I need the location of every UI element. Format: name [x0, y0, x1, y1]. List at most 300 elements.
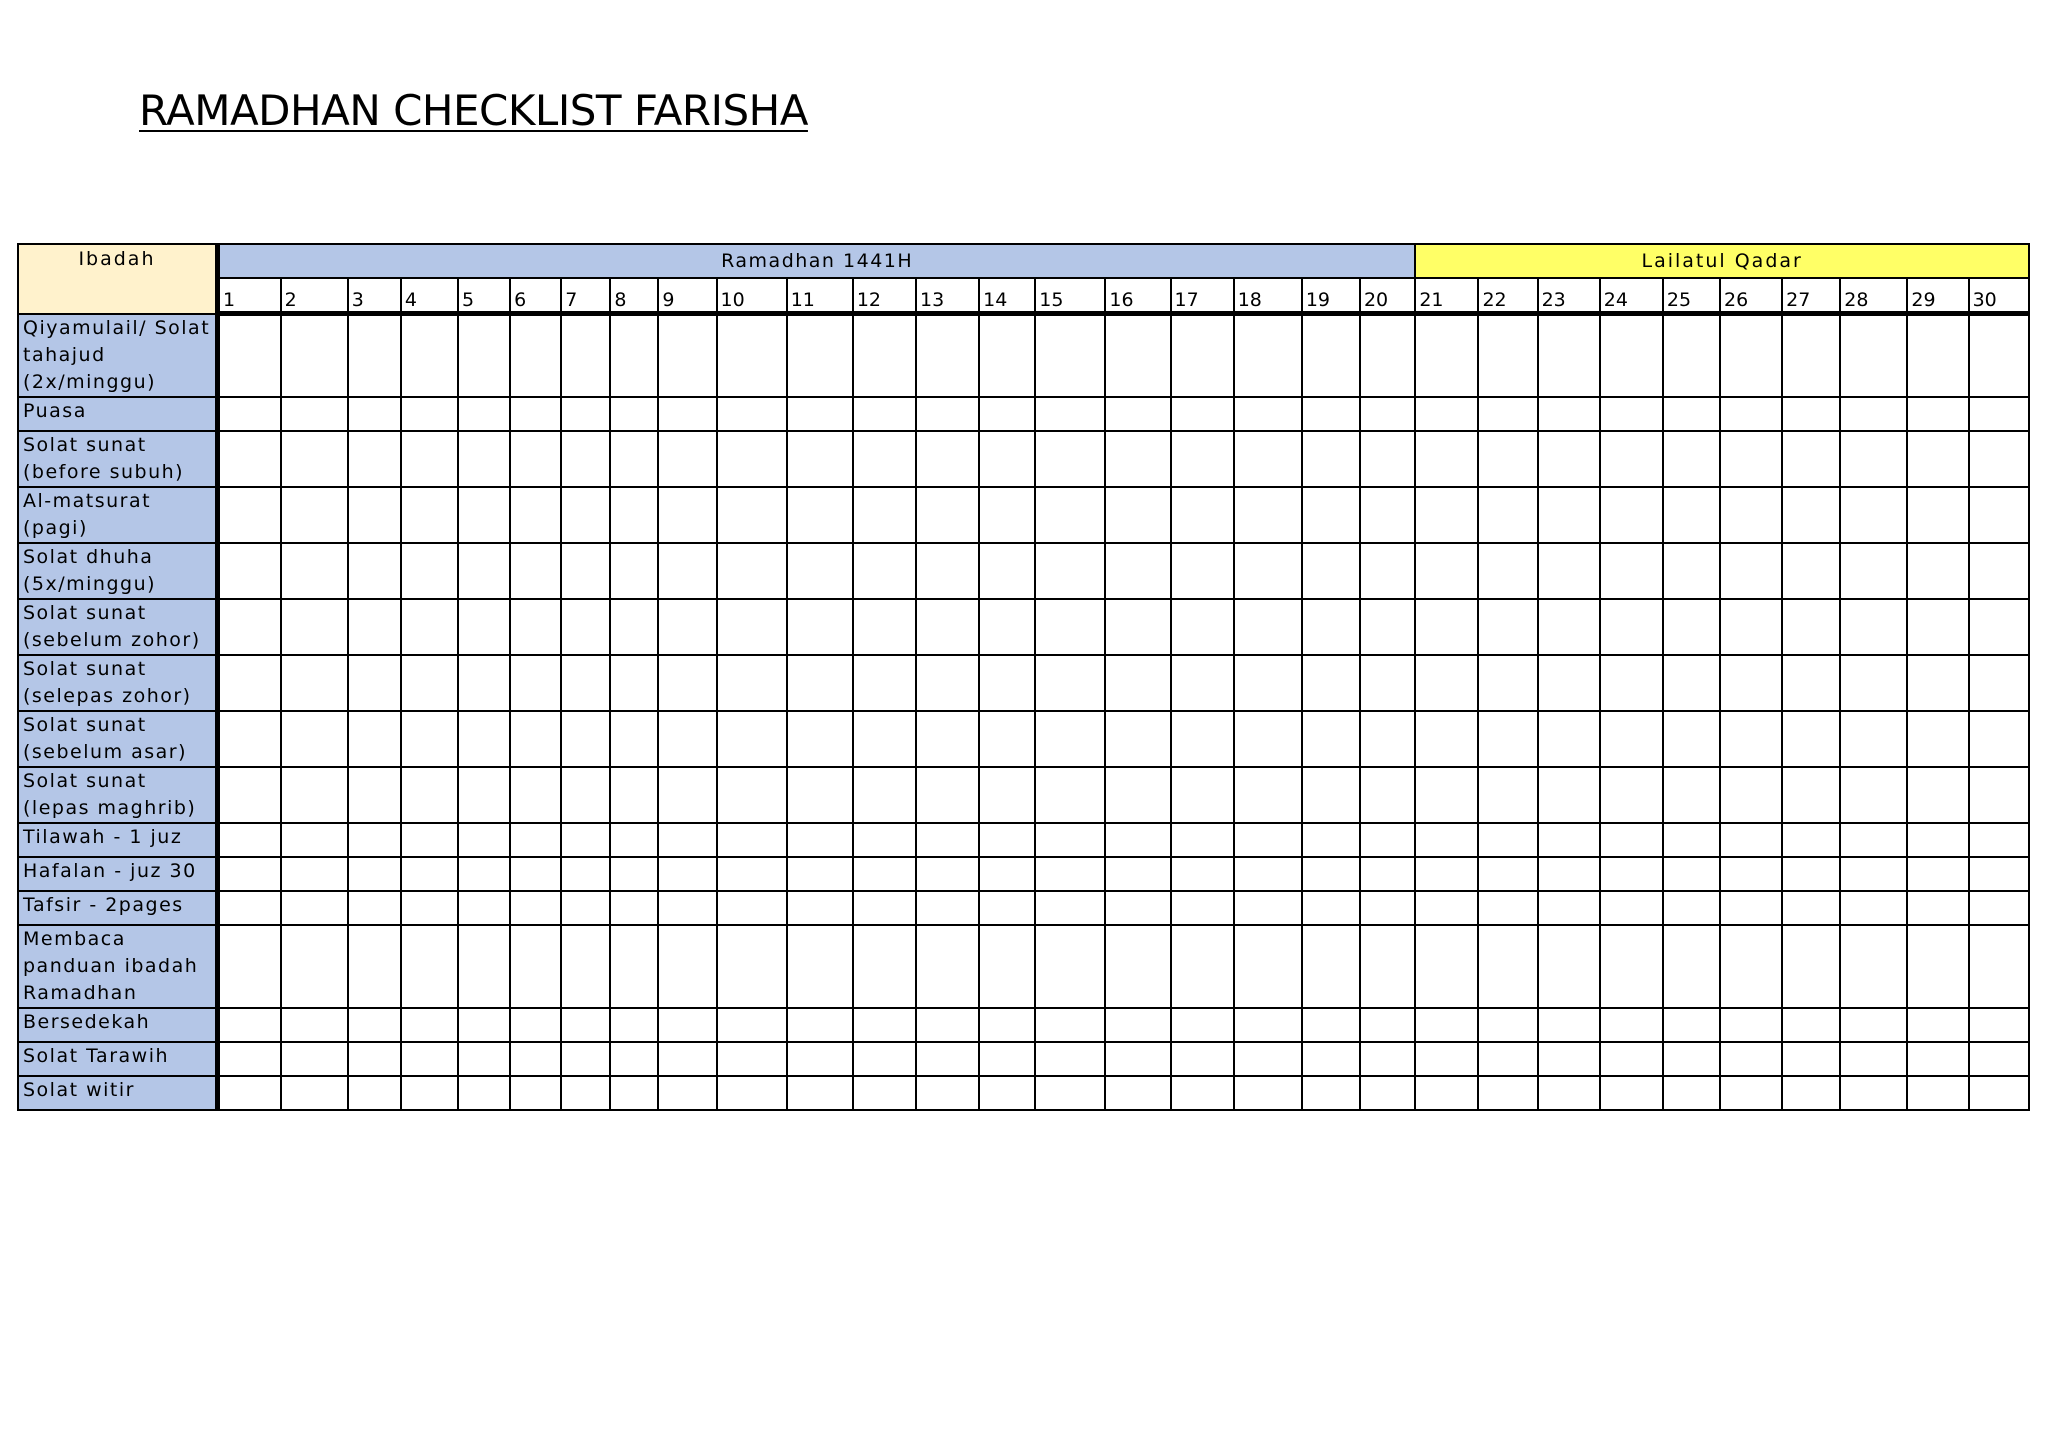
check-cell-day-10[interactable]	[717, 655, 787, 711]
check-cell-day-2[interactable]	[281, 543, 348, 599]
check-cell-day-29[interactable]	[1907, 599, 1968, 655]
check-cell-day-2[interactable]	[281, 599, 348, 655]
check-cell-day-22[interactable]	[1478, 857, 1537, 891]
check-cell-day-26[interactable]	[1720, 1042, 1782, 1076]
check-cell-day-13[interactable]	[916, 1042, 979, 1076]
check-cell-day-27[interactable]	[1782, 1008, 1840, 1042]
check-cell-day-6[interactable]	[510, 711, 561, 767]
check-cell-day-13[interactable]	[916, 431, 979, 487]
check-cell-day-18[interactable]	[1234, 431, 1302, 487]
check-cell-day-5[interactable]	[458, 543, 510, 599]
check-cell-day-21[interactable]	[1415, 1076, 1478, 1110]
check-cell-day-28[interactable]	[1840, 314, 1907, 397]
check-cell-day-29[interactable]	[1907, 314, 1968, 397]
check-cell-day-23[interactable]	[1538, 925, 1600, 1008]
check-cell-day-19[interactable]	[1302, 711, 1360, 767]
check-cell-day-18[interactable]	[1234, 1042, 1302, 1076]
check-cell-day-12[interactable]	[853, 823, 916, 857]
check-cell-day-8[interactable]	[610, 891, 658, 925]
check-cell-day-23[interactable]	[1538, 767, 1600, 823]
check-cell-day-16[interactable]	[1105, 925, 1170, 1008]
check-cell-day-30[interactable]	[1969, 599, 2029, 655]
check-cell-day-8[interactable]	[610, 1076, 658, 1110]
check-cell-day-2[interactable]	[281, 1076, 348, 1110]
check-cell-day-22[interactable]	[1478, 599, 1537, 655]
check-cell-day-10[interactable]	[717, 925, 787, 1008]
check-cell-day-28[interactable]	[1840, 431, 1907, 487]
check-cell-day-3[interactable]	[348, 1042, 401, 1076]
check-cell-day-8[interactable]	[610, 1008, 658, 1042]
check-cell-day-13[interactable]	[916, 1076, 979, 1110]
check-cell-day-24[interactable]	[1600, 1042, 1663, 1076]
check-cell-day-22[interactable]	[1478, 767, 1537, 823]
check-cell-day-29[interactable]	[1907, 891, 1968, 925]
check-cell-day-7[interactable]	[561, 823, 610, 857]
check-cell-day-19[interactable]	[1302, 857, 1360, 891]
check-cell-day-3[interactable]	[348, 655, 401, 711]
check-cell-day-17[interactable]	[1171, 487, 1234, 543]
check-cell-day-3[interactable]	[348, 599, 401, 655]
check-cell-day-21[interactable]	[1415, 891, 1478, 925]
check-cell-day-15[interactable]	[1035, 314, 1105, 397]
check-cell-day-21[interactable]	[1415, 1042, 1478, 1076]
check-cell-day-30[interactable]	[1969, 1008, 2029, 1042]
check-cell-day-1[interactable]	[217, 823, 280, 857]
check-cell-day-9[interactable]	[658, 1042, 716, 1076]
check-cell-day-12[interactable]	[853, 655, 916, 711]
check-cell-day-28[interactable]	[1840, 543, 1907, 599]
check-cell-day-25[interactable]	[1663, 431, 1720, 487]
check-cell-day-30[interactable]	[1969, 655, 2029, 711]
check-cell-day-17[interactable]	[1171, 891, 1234, 925]
check-cell-day-20[interactable]	[1360, 1042, 1415, 1076]
check-cell-day-30[interactable]	[1969, 397, 2029, 431]
check-cell-day-28[interactable]	[1840, 857, 1907, 891]
check-cell-day-8[interactable]	[610, 599, 658, 655]
check-cell-day-21[interactable]	[1415, 823, 1478, 857]
check-cell-day-11[interactable]	[787, 1008, 853, 1042]
check-cell-day-21[interactable]	[1415, 397, 1478, 431]
check-cell-day-5[interactable]	[458, 314, 510, 397]
check-cell-day-27[interactable]	[1782, 767, 1840, 823]
check-cell-day-7[interactable]	[561, 1008, 610, 1042]
check-cell-day-1[interactable]	[217, 543, 280, 599]
check-cell-day-23[interactable]	[1538, 711, 1600, 767]
check-cell-day-3[interactable]	[348, 1076, 401, 1110]
check-cell-day-16[interactable]	[1105, 397, 1170, 431]
check-cell-day-2[interactable]	[281, 857, 348, 891]
check-cell-day-23[interactable]	[1538, 543, 1600, 599]
check-cell-day-15[interactable]	[1035, 1076, 1105, 1110]
check-cell-day-4[interactable]	[401, 1076, 458, 1110]
check-cell-day-30[interactable]	[1969, 925, 2029, 1008]
check-cell-day-9[interactable]	[658, 1008, 716, 1042]
check-cell-day-10[interactable]	[717, 397, 787, 431]
check-cell-day-17[interactable]	[1171, 823, 1234, 857]
check-cell-day-17[interactable]	[1171, 1008, 1234, 1042]
check-cell-day-18[interactable]	[1234, 891, 1302, 925]
check-cell-day-11[interactable]	[787, 891, 853, 925]
check-cell-day-29[interactable]	[1907, 487, 1968, 543]
check-cell-day-7[interactable]	[561, 925, 610, 1008]
check-cell-day-18[interactable]	[1234, 1076, 1302, 1110]
check-cell-day-25[interactable]	[1663, 891, 1720, 925]
check-cell-day-6[interactable]	[510, 1042, 561, 1076]
check-cell-day-11[interactable]	[787, 711, 853, 767]
check-cell-day-29[interactable]	[1907, 397, 1968, 431]
check-cell-day-11[interactable]	[787, 925, 853, 1008]
check-cell-day-17[interactable]	[1171, 599, 1234, 655]
check-cell-day-13[interactable]	[916, 314, 979, 397]
check-cell-day-27[interactable]	[1782, 431, 1840, 487]
check-cell-day-17[interactable]	[1171, 1042, 1234, 1076]
check-cell-day-20[interactable]	[1360, 543, 1415, 599]
check-cell-day-3[interactable]	[348, 1008, 401, 1042]
check-cell-day-7[interactable]	[561, 431, 610, 487]
check-cell-day-22[interactable]	[1478, 314, 1537, 397]
check-cell-day-26[interactable]	[1720, 767, 1782, 823]
check-cell-day-1[interactable]	[217, 599, 280, 655]
check-cell-day-4[interactable]	[401, 925, 458, 1008]
check-cell-day-1[interactable]	[217, 711, 280, 767]
check-cell-day-9[interactable]	[658, 487, 716, 543]
check-cell-day-1[interactable]	[217, 857, 280, 891]
check-cell-day-22[interactable]	[1478, 823, 1537, 857]
check-cell-day-24[interactable]	[1600, 925, 1663, 1008]
check-cell-day-7[interactable]	[561, 314, 610, 397]
check-cell-day-30[interactable]	[1969, 487, 2029, 543]
check-cell-day-28[interactable]	[1840, 397, 1907, 431]
check-cell-day-9[interactable]	[658, 397, 716, 431]
check-cell-day-13[interactable]	[916, 891, 979, 925]
check-cell-day-14[interactable]	[979, 543, 1035, 599]
check-cell-day-4[interactable]	[401, 857, 458, 891]
check-cell-day-2[interactable]	[281, 487, 348, 543]
check-cell-day-8[interactable]	[610, 314, 658, 397]
check-cell-day-25[interactable]	[1663, 1076, 1720, 1110]
check-cell-day-23[interactable]	[1538, 1076, 1600, 1110]
check-cell-day-22[interactable]	[1478, 543, 1537, 599]
check-cell-day-8[interactable]	[610, 857, 658, 891]
check-cell-day-26[interactable]	[1720, 431, 1782, 487]
check-cell-day-10[interactable]	[717, 823, 787, 857]
check-cell-day-16[interactable]	[1105, 599, 1170, 655]
check-cell-day-28[interactable]	[1840, 599, 1907, 655]
check-cell-day-3[interactable]	[348, 397, 401, 431]
check-cell-day-19[interactable]	[1302, 891, 1360, 925]
check-cell-day-12[interactable]	[853, 925, 916, 1008]
check-cell-day-22[interactable]	[1478, 397, 1537, 431]
check-cell-day-13[interactable]	[916, 925, 979, 1008]
check-cell-day-17[interactable]	[1171, 1076, 1234, 1110]
check-cell-day-29[interactable]	[1907, 711, 1968, 767]
check-cell-day-4[interactable]	[401, 431, 458, 487]
check-cell-day-25[interactable]	[1663, 823, 1720, 857]
check-cell-day-7[interactable]	[561, 543, 610, 599]
check-cell-day-13[interactable]	[916, 857, 979, 891]
check-cell-day-8[interactable]	[610, 543, 658, 599]
check-cell-day-4[interactable]	[401, 397, 458, 431]
check-cell-day-12[interactable]	[853, 487, 916, 543]
check-cell-day-30[interactable]	[1969, 823, 2029, 857]
check-cell-day-15[interactable]	[1035, 1008, 1105, 1042]
check-cell-day-24[interactable]	[1600, 767, 1663, 823]
check-cell-day-1[interactable]	[217, 431, 280, 487]
check-cell-day-5[interactable]	[458, 857, 510, 891]
check-cell-day-23[interactable]	[1538, 1042, 1600, 1076]
check-cell-day-12[interactable]	[853, 1042, 916, 1076]
check-cell-day-24[interactable]	[1600, 1008, 1663, 1042]
check-cell-day-12[interactable]	[853, 599, 916, 655]
check-cell-day-30[interactable]	[1969, 891, 2029, 925]
check-cell-day-5[interactable]	[458, 599, 510, 655]
check-cell-day-17[interactable]	[1171, 857, 1234, 891]
check-cell-day-29[interactable]	[1907, 431, 1968, 487]
check-cell-day-13[interactable]	[916, 655, 979, 711]
check-cell-day-25[interactable]	[1663, 314, 1720, 397]
check-cell-day-23[interactable]	[1538, 655, 1600, 711]
check-cell-day-18[interactable]	[1234, 925, 1302, 1008]
check-cell-day-4[interactable]	[401, 655, 458, 711]
check-cell-day-11[interactable]	[787, 1076, 853, 1110]
check-cell-day-23[interactable]	[1538, 823, 1600, 857]
check-cell-day-17[interactable]	[1171, 925, 1234, 1008]
check-cell-day-22[interactable]	[1478, 431, 1537, 487]
check-cell-day-3[interactable]	[348, 891, 401, 925]
check-cell-day-25[interactable]	[1663, 397, 1720, 431]
check-cell-day-1[interactable]	[217, 314, 280, 397]
check-cell-day-26[interactable]	[1720, 1008, 1782, 1042]
check-cell-day-20[interactable]	[1360, 857, 1415, 891]
check-cell-day-29[interactable]	[1907, 767, 1968, 823]
check-cell-day-1[interactable]	[217, 487, 280, 543]
check-cell-day-18[interactable]	[1234, 397, 1302, 431]
check-cell-day-5[interactable]	[458, 767, 510, 823]
check-cell-day-21[interactable]	[1415, 711, 1478, 767]
check-cell-day-26[interactable]	[1720, 397, 1782, 431]
check-cell-day-16[interactable]	[1105, 1076, 1170, 1110]
check-cell-day-30[interactable]	[1969, 543, 2029, 599]
check-cell-day-21[interactable]	[1415, 599, 1478, 655]
check-cell-day-1[interactable]	[217, 767, 280, 823]
check-cell-day-18[interactable]	[1234, 543, 1302, 599]
check-cell-day-27[interactable]	[1782, 599, 1840, 655]
check-cell-day-24[interactable]	[1600, 857, 1663, 891]
check-cell-day-22[interactable]	[1478, 711, 1537, 767]
check-cell-day-24[interactable]	[1600, 655, 1663, 711]
check-cell-day-4[interactable]	[401, 1042, 458, 1076]
check-cell-day-25[interactable]	[1663, 1042, 1720, 1076]
check-cell-day-22[interactable]	[1478, 925, 1537, 1008]
check-cell-day-17[interactable]	[1171, 314, 1234, 397]
check-cell-day-21[interactable]	[1415, 655, 1478, 711]
check-cell-day-9[interactable]	[658, 1076, 716, 1110]
check-cell-day-14[interactable]	[979, 1076, 1035, 1110]
check-cell-day-8[interactable]	[610, 1042, 658, 1076]
check-cell-day-28[interactable]	[1840, 487, 1907, 543]
check-cell-day-30[interactable]	[1969, 431, 2029, 487]
check-cell-day-26[interactable]	[1720, 599, 1782, 655]
check-cell-day-4[interactable]	[401, 543, 458, 599]
check-cell-day-17[interactable]	[1171, 655, 1234, 711]
check-cell-day-9[interactable]	[658, 711, 716, 767]
check-cell-day-5[interactable]	[458, 487, 510, 543]
check-cell-day-15[interactable]	[1035, 925, 1105, 1008]
check-cell-day-12[interactable]	[853, 1008, 916, 1042]
check-cell-day-24[interactable]	[1600, 314, 1663, 397]
check-cell-day-24[interactable]	[1600, 891, 1663, 925]
check-cell-day-22[interactable]	[1478, 487, 1537, 543]
check-cell-day-4[interactable]	[401, 487, 458, 543]
check-cell-day-28[interactable]	[1840, 1042, 1907, 1076]
check-cell-day-10[interactable]	[717, 1008, 787, 1042]
check-cell-day-20[interactable]	[1360, 1076, 1415, 1110]
check-cell-day-26[interactable]	[1720, 925, 1782, 1008]
check-cell-day-7[interactable]	[561, 599, 610, 655]
check-cell-day-1[interactable]	[217, 1042, 280, 1076]
check-cell-day-19[interactable]	[1302, 1008, 1360, 1042]
check-cell-day-4[interactable]	[401, 599, 458, 655]
check-cell-day-10[interactable]	[717, 487, 787, 543]
check-cell-day-16[interactable]	[1105, 543, 1170, 599]
check-cell-day-19[interactable]	[1302, 1042, 1360, 1076]
check-cell-day-17[interactable]	[1171, 711, 1234, 767]
check-cell-day-4[interactable]	[401, 711, 458, 767]
check-cell-day-9[interactable]	[658, 823, 716, 857]
check-cell-day-12[interactable]	[853, 1076, 916, 1110]
check-cell-day-3[interactable]	[348, 823, 401, 857]
check-cell-day-11[interactable]	[787, 599, 853, 655]
check-cell-day-25[interactable]	[1663, 925, 1720, 1008]
check-cell-day-3[interactable]	[348, 857, 401, 891]
check-cell-day-19[interactable]	[1302, 767, 1360, 823]
check-cell-day-19[interactable]	[1302, 314, 1360, 397]
check-cell-day-29[interactable]	[1907, 1042, 1968, 1076]
check-cell-day-12[interactable]	[853, 767, 916, 823]
check-cell-day-7[interactable]	[561, 397, 610, 431]
check-cell-day-23[interactable]	[1538, 397, 1600, 431]
check-cell-day-9[interactable]	[658, 655, 716, 711]
check-cell-day-20[interactable]	[1360, 487, 1415, 543]
check-cell-day-21[interactable]	[1415, 431, 1478, 487]
check-cell-day-24[interactable]	[1600, 543, 1663, 599]
check-cell-day-13[interactable]	[916, 711, 979, 767]
check-cell-day-26[interactable]	[1720, 823, 1782, 857]
check-cell-day-16[interactable]	[1105, 823, 1170, 857]
check-cell-day-4[interactable]	[401, 767, 458, 823]
check-cell-day-17[interactable]	[1171, 767, 1234, 823]
check-cell-day-2[interactable]	[281, 891, 348, 925]
check-cell-day-12[interactable]	[853, 431, 916, 487]
check-cell-day-9[interactable]	[658, 925, 716, 1008]
check-cell-day-14[interactable]	[979, 431, 1035, 487]
check-cell-day-12[interactable]	[853, 543, 916, 599]
check-cell-day-8[interactable]	[610, 823, 658, 857]
check-cell-day-15[interactable]	[1035, 487, 1105, 543]
check-cell-day-30[interactable]	[1969, 857, 2029, 891]
check-cell-day-29[interactable]	[1907, 857, 1968, 891]
check-cell-day-10[interactable]	[717, 543, 787, 599]
check-cell-day-16[interactable]	[1105, 431, 1170, 487]
check-cell-day-30[interactable]	[1969, 1042, 2029, 1076]
check-cell-day-7[interactable]	[561, 1042, 610, 1076]
check-cell-day-6[interactable]	[510, 1008, 561, 1042]
check-cell-day-16[interactable]	[1105, 314, 1170, 397]
check-cell-day-25[interactable]	[1663, 711, 1720, 767]
check-cell-day-14[interactable]	[979, 767, 1035, 823]
check-cell-day-3[interactable]	[348, 487, 401, 543]
check-cell-day-11[interactable]	[787, 431, 853, 487]
check-cell-day-17[interactable]	[1171, 543, 1234, 599]
check-cell-day-2[interactable]	[281, 711, 348, 767]
check-cell-day-27[interactable]	[1782, 891, 1840, 925]
check-cell-day-5[interactable]	[458, 711, 510, 767]
check-cell-day-29[interactable]	[1907, 823, 1968, 857]
check-cell-day-13[interactable]	[916, 487, 979, 543]
check-cell-day-9[interactable]	[658, 857, 716, 891]
check-cell-day-29[interactable]	[1907, 655, 1968, 711]
check-cell-day-2[interactable]	[281, 314, 348, 397]
check-cell-day-26[interactable]	[1720, 314, 1782, 397]
check-cell-day-16[interactable]	[1105, 891, 1170, 925]
check-cell-day-7[interactable]	[561, 655, 610, 711]
check-cell-day-3[interactable]	[348, 431, 401, 487]
check-cell-day-27[interactable]	[1782, 857, 1840, 891]
check-cell-day-20[interactable]	[1360, 891, 1415, 925]
check-cell-day-24[interactable]	[1600, 397, 1663, 431]
check-cell-day-20[interactable]	[1360, 314, 1415, 397]
check-cell-day-26[interactable]	[1720, 487, 1782, 543]
check-cell-day-29[interactable]	[1907, 1008, 1968, 1042]
check-cell-day-30[interactable]	[1969, 711, 2029, 767]
check-cell-day-27[interactable]	[1782, 1076, 1840, 1110]
check-cell-day-28[interactable]	[1840, 767, 1907, 823]
check-cell-day-12[interactable]	[853, 891, 916, 925]
check-cell-day-25[interactable]	[1663, 857, 1720, 891]
check-cell-day-11[interactable]	[787, 655, 853, 711]
check-cell-day-20[interactable]	[1360, 767, 1415, 823]
check-cell-day-18[interactable]	[1234, 599, 1302, 655]
check-cell-day-27[interactable]	[1782, 823, 1840, 857]
check-cell-day-6[interactable]	[510, 397, 561, 431]
check-cell-day-16[interactable]	[1105, 487, 1170, 543]
check-cell-day-23[interactable]	[1538, 487, 1600, 543]
check-cell-day-19[interactable]	[1302, 599, 1360, 655]
check-cell-day-15[interactable]	[1035, 431, 1105, 487]
check-cell-day-11[interactable]	[787, 487, 853, 543]
check-cell-day-11[interactable]	[787, 314, 853, 397]
check-cell-day-21[interactable]	[1415, 767, 1478, 823]
check-cell-day-15[interactable]	[1035, 397, 1105, 431]
check-cell-day-22[interactable]	[1478, 1042, 1537, 1076]
check-cell-day-13[interactable]	[916, 1008, 979, 1042]
check-cell-day-4[interactable]	[401, 314, 458, 397]
check-cell-day-25[interactable]	[1663, 1008, 1720, 1042]
check-cell-day-18[interactable]	[1234, 767, 1302, 823]
check-cell-day-4[interactable]	[401, 1008, 458, 1042]
check-cell-day-2[interactable]	[281, 431, 348, 487]
check-cell-day-9[interactable]	[658, 891, 716, 925]
check-cell-day-15[interactable]	[1035, 857, 1105, 891]
check-cell-day-15[interactable]	[1035, 767, 1105, 823]
check-cell-day-18[interactable]	[1234, 487, 1302, 543]
check-cell-day-2[interactable]	[281, 925, 348, 1008]
check-cell-day-25[interactable]	[1663, 767, 1720, 823]
check-cell-day-9[interactable]	[658, 767, 716, 823]
check-cell-day-28[interactable]	[1840, 891, 1907, 925]
check-cell-day-27[interactable]	[1782, 487, 1840, 543]
check-cell-day-12[interactable]	[853, 711, 916, 767]
